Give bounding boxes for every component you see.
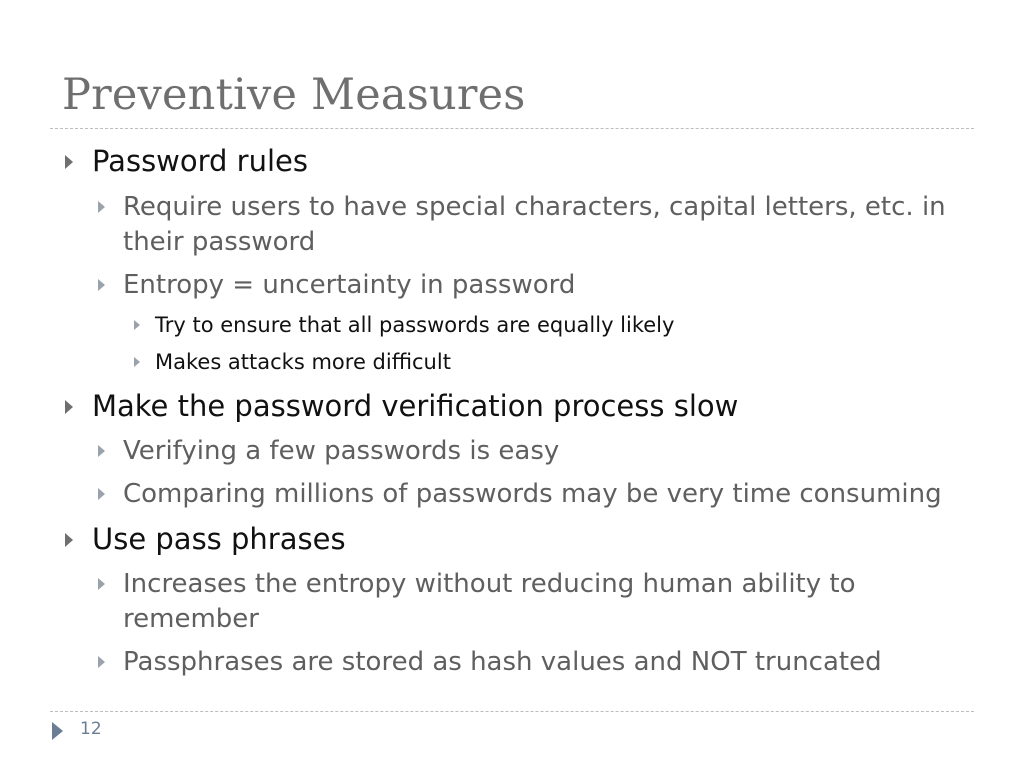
bullet-text: Password rules	[92, 144, 308, 178]
footer-triangle-icon	[52, 722, 63, 740]
bullet-l2	[123, 567, 856, 601]
bullet-l2	[123, 190, 946, 224]
bullet-arrow-icon	[134, 357, 140, 367]
bullet-text: their password	[123, 227, 316, 257]
bullet-l2	[123, 268, 575, 302]
bullet-arrow-icon	[98, 279, 105, 291]
bullet-text: Entropy = uncertainty in password	[123, 270, 576, 300]
bullet-text: Makes attacks more difficult	[155, 350, 451, 374]
bullet-arrow-icon	[98, 201, 105, 213]
bullet-arrow-icon	[98, 656, 105, 668]
page-number: 12	[80, 719, 102, 739]
bullet-l1	[92, 144, 308, 178]
bullet-l1	[92, 389, 738, 423]
bullet-l2	[123, 477, 942, 511]
bullet-arrow-icon	[65, 155, 73, 169]
bullet-arrow-icon	[98, 488, 105, 500]
title-divider	[50, 128, 974, 129]
bullet-l1	[92, 522, 346, 556]
slide-title: Preventive Measures	[62, 70, 526, 120]
bullet-text: remember	[123, 604, 259, 634]
bullet-arrow-icon	[65, 533, 73, 547]
bullet-text: Make the password verification process slow	[92, 389, 739, 423]
bullet-text: Increases the entropy without reducing human ability to	[123, 569, 856, 599]
bullet-text: Use pass phrases	[92, 522, 346, 556]
bullet-arrow-icon	[98, 445, 105, 457]
bullet-text: Verifying a few passwords is easy	[123, 436, 560, 466]
bullet-continuation	[123, 602, 259, 636]
bullet-arrow-icon	[134, 320, 140, 330]
bullet-arrow-icon	[98, 578, 105, 590]
bullet-l3	[155, 349, 451, 375]
bullet-arrow-icon	[65, 400, 73, 414]
bullet-text: Comparing millions of passwords may be very time consuming	[123, 479, 942, 509]
bullet-text: Passphrases are stored as hash values and NOT truncated	[123, 647, 882, 677]
bullet-l2	[123, 434, 559, 468]
bullet-l3	[155, 312, 674, 338]
bullet-text: Require users to have special characters, capital letters, etc. in	[123, 192, 946, 222]
bullet-text: Try to ensure that all passwords are equally likely	[155, 313, 675, 337]
bullet-continuation	[123, 225, 315, 259]
bullet-l2	[123, 645, 882, 679]
footer-divider	[50, 711, 974, 712]
